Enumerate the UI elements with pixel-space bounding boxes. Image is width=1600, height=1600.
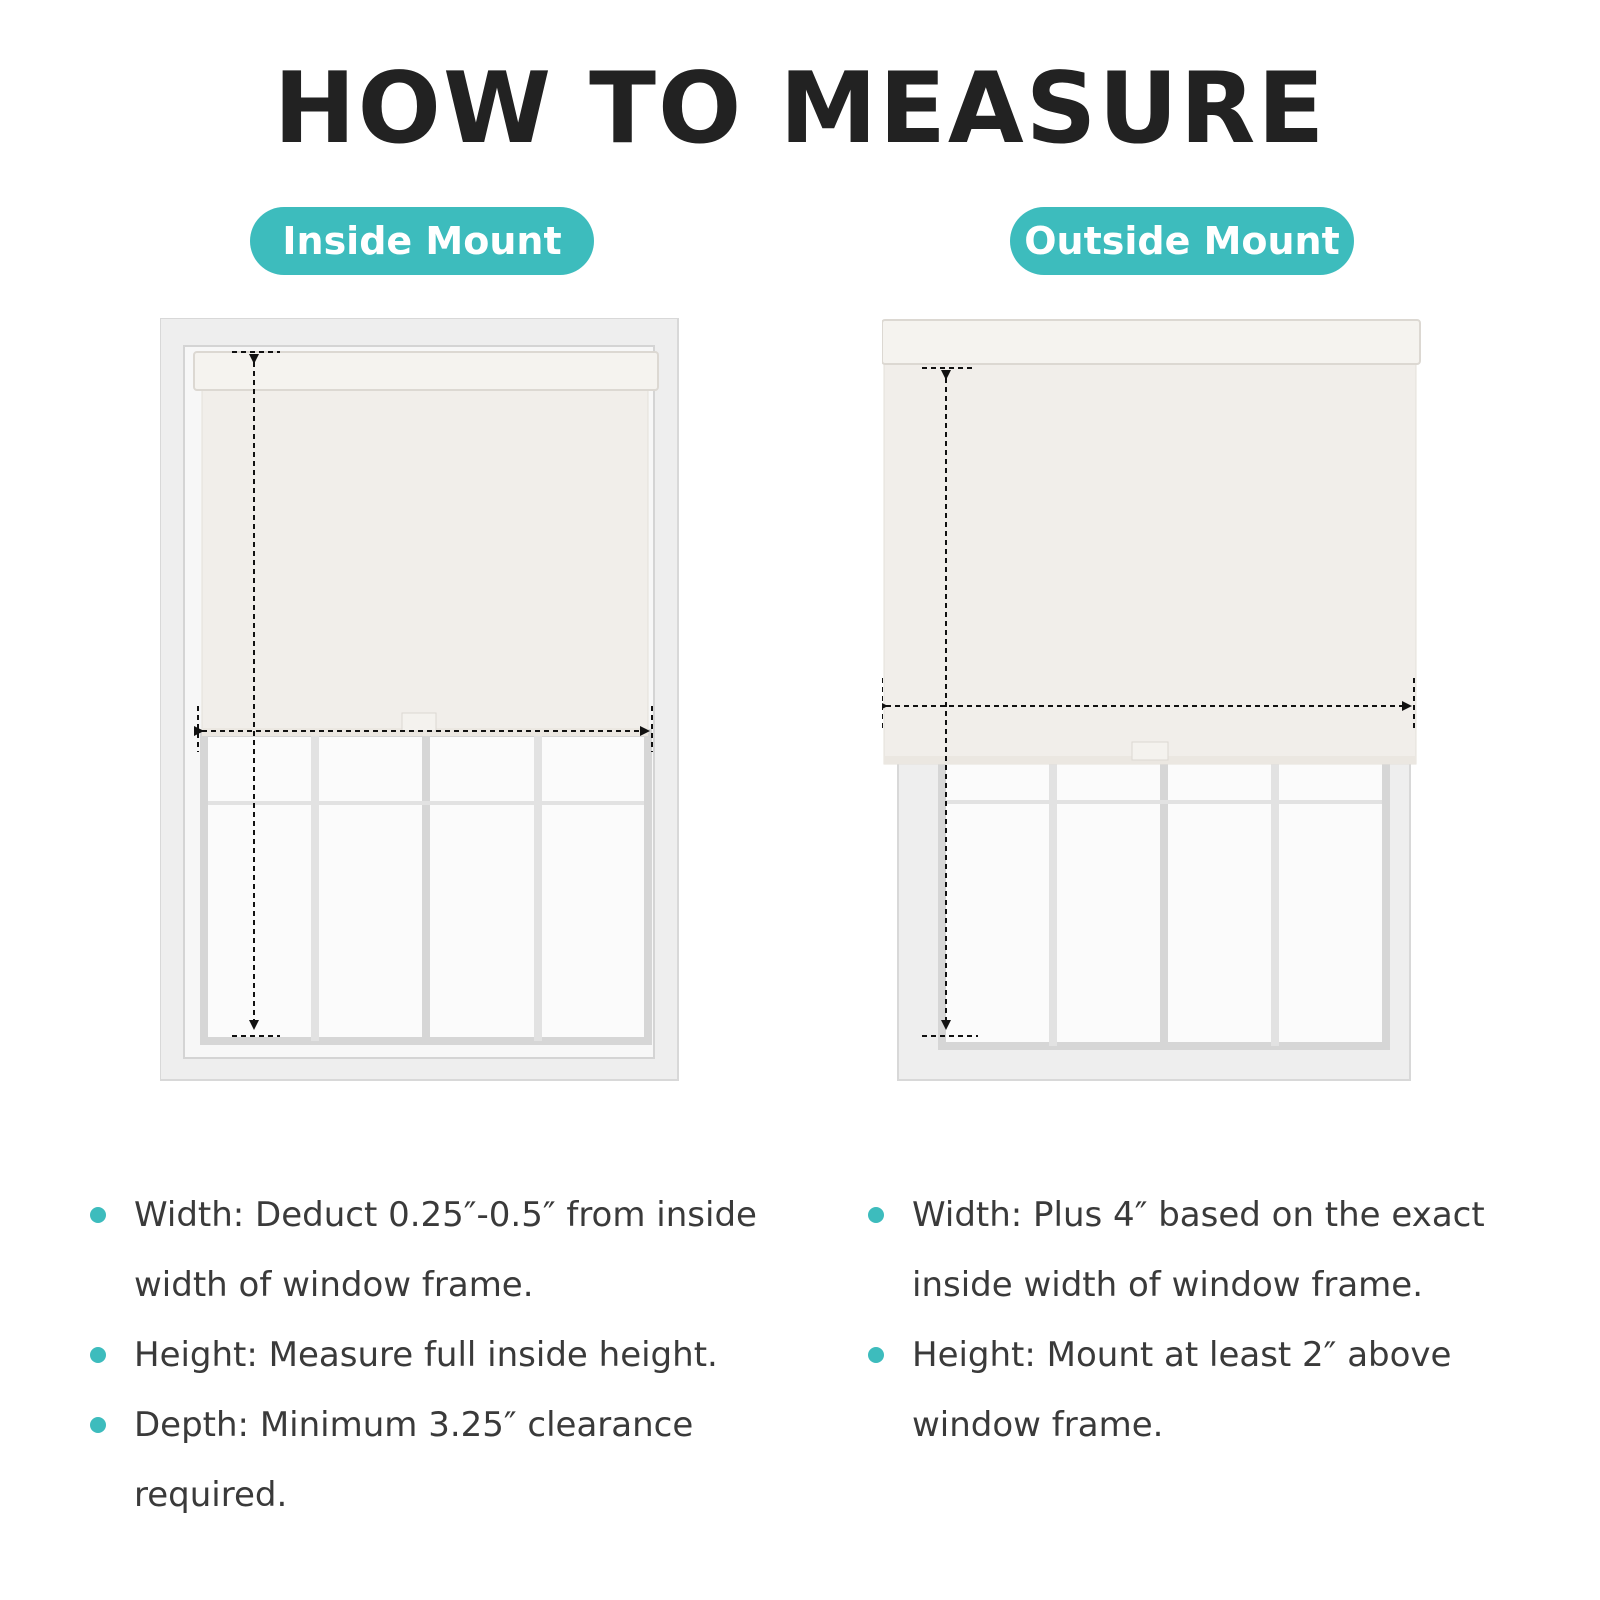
outside-mount-diagram [882,318,1427,1083]
shade-pull [1132,742,1168,760]
bullet-icon [90,1417,106,1433]
note-height: Height: Measure full inside height. [134,1335,718,1375]
note-depth: Depth: Minimum 3.25″ clearance required. [134,1405,694,1515]
note-width: Width: Deduct 0.25″-0.5″ from inside width of window frame. [134,1195,757,1305]
shade-fabric [202,386,648,733]
shade-cassette [882,320,1420,364]
bullet-icon [90,1207,106,1223]
bullet-icon [868,1347,884,1363]
page-title: HOW TO MEASURE [273,52,1327,166]
list-item [868,1320,1588,1460]
inside-mount-notes [90,1180,770,1530]
list-item [868,1180,1588,1320]
list-item [90,1390,770,1530]
list-item [90,1320,770,1390]
bullet-icon [868,1207,884,1223]
shade-pull [402,713,436,731]
outside-mount-notes [868,1180,1588,1460]
shade-cassette [194,352,658,390]
shade-fabric [884,362,1416,764]
bullet-icon [90,1347,106,1363]
list-item [90,1180,770,1320]
inside-mount-badge: Inside Mount [250,207,594,275]
inside-mount-diagram [160,318,690,1083]
outside-mount-badge: Outside Mount [1010,207,1354,275]
note-height: Height: Mount at least 2″ above window frame. [912,1335,1452,1445]
note-width: Width: Plus 4″ based on the exact inside width of window frame. [912,1195,1485,1305]
